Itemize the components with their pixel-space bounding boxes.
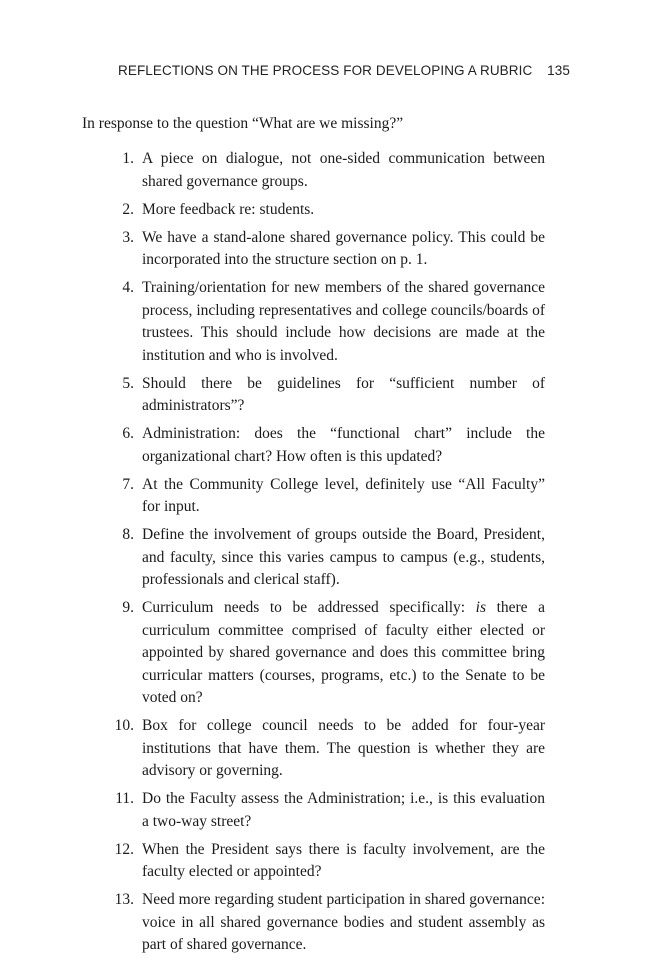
- running-title: REFLECTIONS ON THE PROCESS FOR DEVELOPING A RUBRIC: [118, 63, 533, 78]
- list-item: [100, 524, 545, 592]
- list-item: [100, 788, 545, 833]
- list-item: [100, 423, 545, 468]
- item-number: 12.: [114, 840, 134, 858]
- list-item: [100, 889, 545, 957]
- item-text: More feedback re: students.: [142, 200, 315, 218]
- item-text-after: there a curriculum committee comprised of faculty either elected or appointed by shared governance and does this committee bring curricular matters (courses, programs, etc.) to the Senate to be voted on?: [142, 599, 545, 706]
- list-item: [100, 715, 545, 783]
- running-header: [118, 63, 570, 78]
- item-number: 4.: [122, 279, 134, 296]
- item-text: Should there be guidelines for “sufficient number of administrators”?: [142, 374, 545, 414]
- item-text: Training/orientation for new members of the shared governance process, including representatives and college councils/boards of trustees. This should include how decisions are made at the institution and who is involved.: [142, 279, 545, 364]
- item-text: Administration: does the “functional chart” include the organizational chart? How often is this updated?: [142, 425, 545, 465]
- item-text: A piece on dialogue, not one-sided communication between shared governance groups.: [142, 150, 545, 190]
- list-item: [100, 227, 545, 272]
- item-number: 10.: [114, 717, 134, 734]
- item-text: Do the Faculty assess the Administration; i.e., is this evaluation a two-way street?: [142, 790, 545, 830]
- item-number: 11.: [115, 790, 134, 807]
- item-number: 8.: [122, 526, 134, 543]
- item-number: 9.: [122, 599, 134, 616]
- list-item: [100, 373, 545, 418]
- item-text: Need more regarding student participation in shared governance: voice in all shared governance bodies and student assembly as part of shared governance.: [142, 891, 545, 953]
- item-text-emphasis: is: [475, 599, 487, 616]
- item-text: Define the involvement of groups outside the Board, President, and faculty, since this varies campus to campus (e.g., students, professionals and clerical staff).: [142, 526, 545, 588]
- item-number: 13.: [114, 891, 134, 908]
- item-text-before: Curriculum needs to be addressed specifically:: [142, 599, 476, 616]
- item-text: At the Community College level, definitely use “All Faculty” for input.: [142, 475, 545, 515]
- item-number: 6.: [122, 425, 134, 442]
- list-item: [100, 597, 545, 710]
- item-text: We have a stand-alone shared governance policy. This could be incorporated into the structure section on p. 1.: [142, 228, 545, 268]
- list-item: [100, 148, 545, 193]
- list-item: [100, 839, 545, 884]
- missing-items-list: [100, 148, 545, 962]
- item-number: 1.: [122, 150, 134, 167]
- item-text: Box for college council needs to be added for four-year institutions that have them. The question is whether they are advisory or governing.: [142, 717, 545, 779]
- item-number: 2.: [122, 200, 134, 218]
- list-item: [100, 474, 545, 519]
- list-item: [100, 199, 545, 222]
- list-item: [100, 277, 545, 367]
- item-text: When the President says there is faculty involvement, are the faculty elected or appointed?: [142, 840, 545, 880]
- item-number: 3.: [122, 228, 134, 246]
- item-number: 5.: [122, 374, 134, 392]
- intro-paragraph: In response to the question “What are we missing?”: [82, 115, 404, 132]
- item-number: 7.: [122, 475, 134, 493]
- page-number: 135: [547, 63, 570, 78]
